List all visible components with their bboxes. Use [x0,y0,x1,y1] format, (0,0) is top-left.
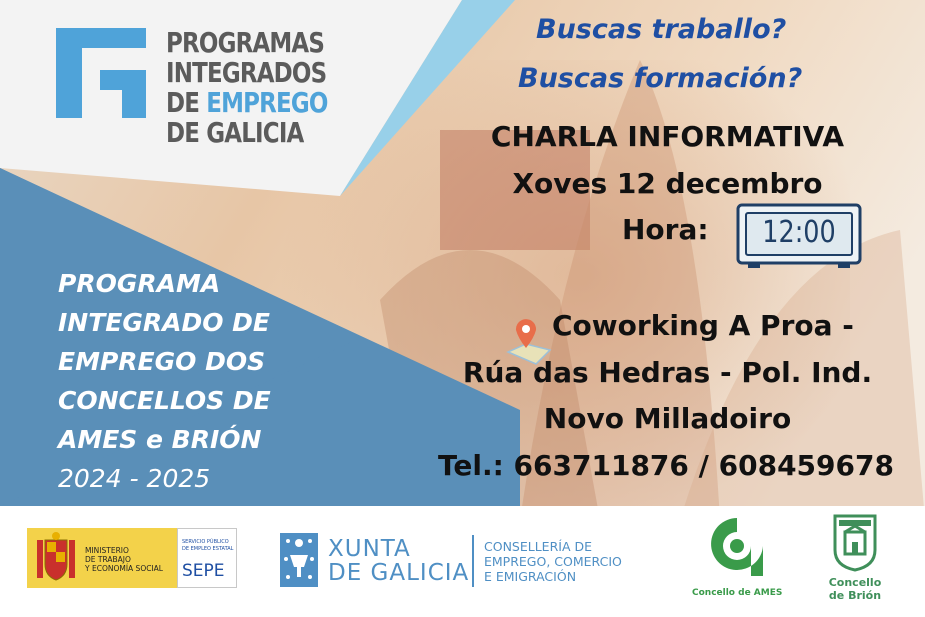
xunta-line-2: DE GALICIA [328,560,470,586]
ames-emblem-icon [709,516,765,578]
brion-logo [822,514,888,612]
brion-line-1: Concello [828,576,882,589]
logo-line-4: DE GALICIA [166,116,304,149]
place-line-2: Rúa das Hedras - Pol. Ind. [462,356,873,389]
logo-emprego: EMPREGO [206,86,328,119]
place-line-3: Novo Milladoiro [543,402,792,435]
place-line-1: Coworking A Proa - [552,309,854,342]
program-line-5: AMES e BRIÓN [58,425,262,454]
ministerio-text [85,546,163,573]
ministerio-line-3: Y ECONOMÍA SOCIAL [85,564,163,573]
logo-line-3 [166,88,328,118]
logo-line-2: INTEGRADOS [166,56,327,89]
ministerio-line-2: DE TRABAJO [85,555,131,564]
program-block [58,264,271,498]
phone-numbers: Tel.: 663711876 / 608459678 [438,449,894,482]
program-line-4: CONCELLOS DE [58,386,271,415]
xunta-emblem-icon [280,533,318,587]
program-years: 2024 - 2025 [58,464,211,493]
sepe-text: SEPE [182,561,225,581]
event-title: CHARLA INFORMATIVA [490,120,845,153]
program-line-1: PROGRAMA [58,269,221,298]
clock-display [736,203,862,269]
xunta-logo [280,533,640,589]
sepe-small-text [182,539,233,553]
ames-logo [692,516,782,608]
event-time-label: Hora: [622,213,709,246]
question-work: Buscas traballo? [536,14,787,45]
conselleria-text [484,539,622,584]
ministerio-line-1: MINISTERIO [85,546,129,555]
brion-line-2: de Brión [828,589,882,602]
xunta-divider [472,535,474,587]
footer-logos [0,506,925,617]
sepe-logo [177,528,237,588]
logo-de: DE [166,86,200,119]
coat-of-arms-icon [33,532,79,584]
logo-text [166,28,328,148]
event-date: Xoves 12 decembro [512,167,823,200]
xunta-line-1: XUNTA [328,536,411,562]
sepe-small-line-2: DE EMPLEO ESTATAL [182,546,234,552]
xunta-text [328,537,469,585]
logo-line-1: PROGRAMAS [166,26,325,59]
sepe-small-line-1: SERVICIO PÚBLICO [182,539,229,545]
ministerio-logo [27,528,177,588]
ames-label: Concello de AMES [692,588,783,598]
conselleria-line-2: EMPREGO, COMERCIO [484,554,622,569]
question-training: Buscas formación? [518,63,803,94]
program-line-3: EMPREGO DOS [58,347,266,376]
conselleria-line-1: CONSELLERÍA DE [484,539,592,554]
logo-mark-icon [56,28,146,118]
clock-time: 12:00 [762,215,836,250]
conselleria-line-3: E EMIGRACIÓN [484,569,577,584]
program-line-2: INTEGRADO DE [58,308,271,337]
brion-shield-icon [833,514,877,572]
brion-label [822,576,888,602]
programas-logo [56,28,326,158]
